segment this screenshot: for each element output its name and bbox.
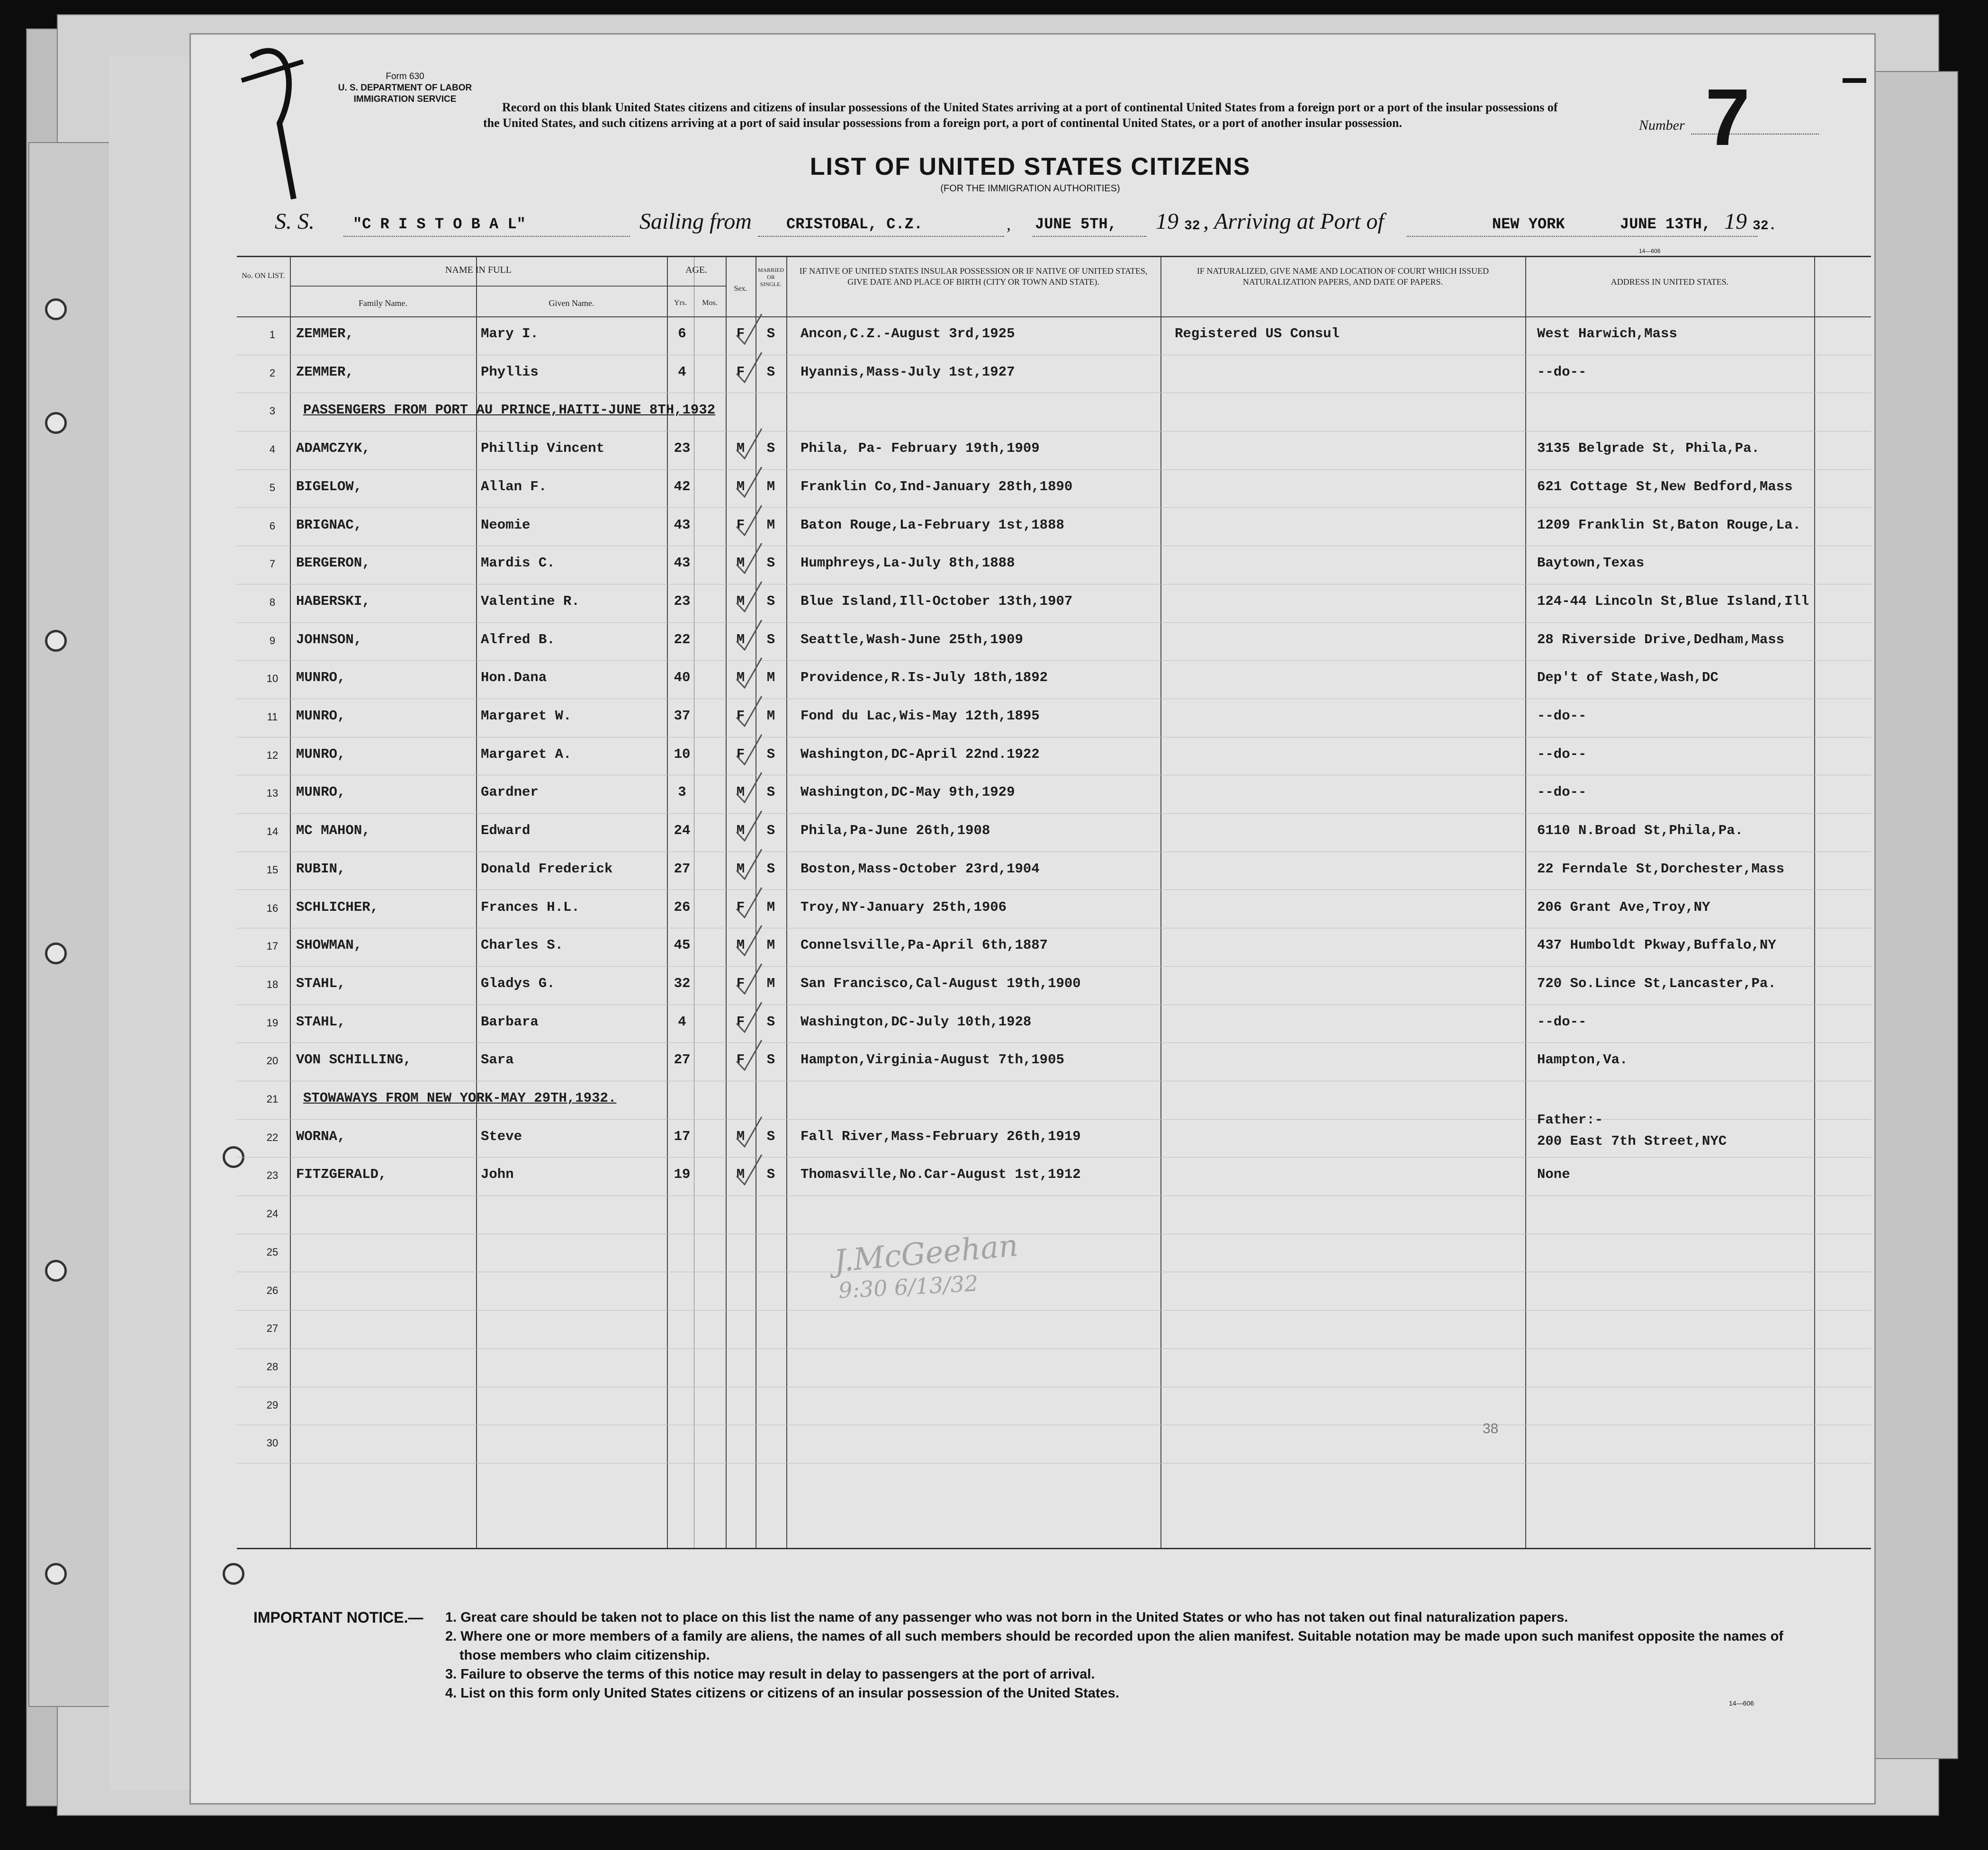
cell-ms: M (766, 975, 775, 991)
table-row (237, 393, 1871, 431)
cell-ms: S (766, 631, 775, 647)
cell-family: FITZGERALD, (296, 1167, 387, 1183)
notice-item: 1. Great care should be taken not to place on this list the name of any passenger who was not born in the United States or who has not taken out final naturalization papers. (445, 1610, 1568, 1625)
header-years: Yrs. (674, 299, 687, 307)
cell-addr: West Harwich,Mass (1537, 326, 1677, 341)
cell-birth: Seattle,Wash-June 25th,1909 (801, 631, 1023, 647)
table-row (237, 852, 1871, 890)
table-row (237, 1234, 1871, 1273)
arriving-label: , Arriving at Port of (1203, 209, 1384, 234)
cell-sex: F (736, 708, 745, 724)
cell-given: Sara (481, 1052, 514, 1068)
table-row (237, 775, 1871, 814)
row-number: 21 (266, 1093, 279, 1105)
cell-family: SCHLICHER, (296, 899, 379, 915)
cell-birth: Troy,NY-January 25th,1906 (801, 899, 1007, 915)
header-address: ADDRESS IN UNITED STATES. (1610, 277, 1729, 287)
cell-family: WORNA, (296, 1128, 346, 1144)
printer-code: 14—606 (1639, 248, 1661, 254)
cell-given: Gladys G. (481, 975, 555, 991)
check-mark-icon (734, 1114, 763, 1148)
cell-given: Frances H.L. (481, 899, 580, 915)
header-sex: Sex. (734, 285, 747, 293)
row-number: 8 (269, 596, 276, 608)
cell-ms: S (766, 1167, 775, 1183)
row-number: 1 (269, 329, 276, 341)
cell-given: Phyllis (481, 364, 539, 380)
check-mark-icon (734, 503, 763, 536)
handwritten-mark-icon (1790, 62, 1933, 185)
cell-family: MUNRO, (296, 746, 346, 762)
signature-image: 9:30 6/13/32 (837, 1270, 979, 1303)
cell-sex: F (736, 975, 745, 991)
cell-age: 6 (678, 326, 686, 341)
form-code: 14—606 (1729, 1699, 1754, 1707)
row-number: 10 (266, 673, 279, 685)
cell-family: BERGERON, (296, 555, 370, 571)
cell-addr-prefix: Father:- (1537, 1112, 1603, 1128)
cell-given: Margaret A. (481, 746, 572, 762)
row-number: 5 (269, 481, 276, 494)
check-mark-icon (734, 961, 763, 995)
header-no-on-list: No. ON LIST. (242, 272, 285, 280)
cell-age: 43 (674, 517, 691, 533)
cell-birth: Phila,Pa-June 26th,1908 (801, 823, 990, 839)
cell-ms: S (766, 823, 775, 839)
cell-addr: 124-44 Lincoln St,Blue Island,Ill (1537, 593, 1809, 609)
cell-family: BRIGNAC, (296, 517, 362, 533)
punch-hole-icon (45, 943, 67, 964)
cell-birth: Washington,DC-May 9th,1929 (801, 784, 1015, 800)
cell-given: Charles S. (481, 937, 564, 953)
notice-item: 4. List on this form only United States citizens or citizens of an insular possession of the United States. (445, 1686, 1119, 1701)
cell-given: Donald Frederick (481, 861, 613, 877)
arrival-date: JUNE 13TH, (1620, 216, 1711, 233)
list-number: 7 (1705, 72, 1750, 162)
cell-birth: Baton Rouge,La-February 1st,1888 (801, 517, 1064, 533)
cell-family: BIGELOW, (296, 478, 362, 494)
arrival-port: NEW YORK (1492, 216, 1565, 233)
cell-age: 42 (674, 478, 691, 494)
table-row (237, 1310, 1871, 1349)
table-row (237, 890, 1871, 929)
cell-birth: Fond du Lac,Wis-May 12th,1895 (801, 708, 1040, 724)
cell-given: Alfred B. (481, 631, 555, 647)
check-mark-icon (734, 579, 763, 612)
cell-birth: Washington,DC-April 22nd.1922 (801, 746, 1040, 762)
check-mark-icon (734, 923, 763, 956)
cell-sex: M (736, 555, 745, 571)
punch-hole-icon (45, 412, 67, 434)
row-number: 25 (266, 1246, 279, 1258)
cell-birth: Franklin Co,Ind-January 28th,1890 (801, 478, 1073, 494)
arrival-year: 32. (1753, 219, 1777, 233)
sailing-date: JUNE 5TH, (1035, 216, 1117, 233)
form-number: Form 630 (386, 72, 424, 81)
cell-ms: S (766, 861, 775, 877)
header-given-name: Given Name. (549, 298, 594, 308)
punch-hole-icon (45, 630, 67, 652)
row-number: 7 (269, 558, 276, 570)
punch-hole-icon (45, 298, 67, 320)
dotted-rule (758, 236, 1004, 237)
cell-addr: 28 Riverside Drive,Dedham,Mass (1537, 631, 1785, 647)
cell-ms: S (766, 784, 775, 800)
department-name: U. S. DEPARTMENT OF LABOR (338, 83, 472, 93)
cell-sex: M (736, 631, 745, 647)
cell-given: Phillip Vincent (481, 440, 605, 457)
cell-addr: 437 Humboldt Pkway,Buffalo,NY (1537, 937, 1776, 953)
dotted-rule (1033, 236, 1146, 237)
cell-family: HABERSKI, (296, 593, 370, 609)
check-mark-icon (734, 694, 763, 727)
cell-birth: Fall River,Mass-February 26th,1919 (801, 1128, 1081, 1144)
check-mark-icon (734, 350, 763, 383)
cell-given: Edward (481, 823, 531, 839)
form-instructions: Record on this blank United States citizens and citizens of insular possessions of the United States arriving at a port of continental United States from a foreign port or a port of the insular possessions of the United States, and such citizens arriving at a port of said insular possessions from a foreign port, a port of continental United States, or a port of another insular possession. (483, 100, 1558, 130)
cell-addr: 3135 Belgrade St, Phila,Pa. (1537, 440, 1760, 457)
row-number: 22 (266, 1131, 279, 1143)
cell-age: 23 (674, 440, 691, 457)
table-row (237, 1005, 1871, 1043)
cell-ms: M (766, 937, 775, 953)
cell-family: ZEMMER, (296, 326, 354, 341)
cell-family: SHOWMAN, (296, 937, 362, 953)
dotted-rule (343, 236, 630, 237)
header-birth: IF NATIVE OF UNITED STATES INSULAR POSSESSION OR IF NATIVE OF UNITED STATES, GIVE DATE AND PLACE OF BIRTH (CITY OR TOWN AND STATE). (799, 266, 1148, 287)
cell-ms: S (766, 364, 775, 380)
table-row (237, 737, 1871, 776)
check-mark-icon (734, 656, 763, 689)
cell-ms: S (766, 1052, 775, 1068)
cell-nat: Registered US Consul (1175, 326, 1340, 341)
cell-sex: F (736, 1052, 745, 1068)
cell-age: 19 (674, 1167, 691, 1183)
cell-addr: Dep't of State,Wash,DC (1537, 670, 1718, 686)
row-number: 18 (266, 978, 279, 990)
cell-age: 4 (678, 364, 686, 380)
cell-addr: --do-- (1537, 1014, 1587, 1030)
cell-ms: S (766, 593, 775, 609)
cell-birth: Connelsville,Pa-April 6th,1887 (801, 937, 1048, 953)
table-row (237, 1157, 1871, 1196)
row-number: 26 (266, 1284, 279, 1296)
page-subtitle: (FOR THE IMMIGRATION AUTHORITIES) (940, 183, 1120, 194)
cell-birth: Washington,DC-July 10th,1928 (801, 1014, 1032, 1030)
form-identity-block (332, 71, 478, 105)
row-number: 28 (266, 1360, 279, 1373)
cell-sex: M (736, 784, 745, 800)
cell-age: 4 (678, 1014, 686, 1030)
cell-ms: M (766, 478, 775, 494)
cell-birth: San Francisco,Cal-August 19th,1900 (801, 975, 1081, 991)
cell-age: 22 (674, 631, 691, 647)
cell-addr: None (1537, 1167, 1570, 1183)
row-number: 27 (266, 1322, 279, 1335)
ship-prefix: S. S. (275, 209, 315, 234)
cell-sex: M (736, 440, 745, 457)
cell-birth: Blue Island,Ill-October 13th,1907 (801, 593, 1073, 609)
check-mark-icon (734, 465, 763, 498)
cell-given: Gardner (481, 784, 539, 800)
cell-addr: 6110 N.Broad St,Phila,Pa. (1537, 823, 1744, 839)
cell-age: 3 (678, 784, 686, 800)
cell-ms: M (766, 670, 775, 686)
cell-addr: --do-- (1537, 746, 1587, 762)
check-mark-icon (734, 618, 763, 651)
notice-label: IMPORTANT NOTICE.— (253, 1609, 423, 1626)
table-row (237, 1425, 1871, 1464)
arrival-year-prefix: 19 (1724, 209, 1747, 234)
cell-family: RUBIN, (296, 861, 346, 877)
row-number: 4 (269, 443, 276, 456)
table-row (237, 622, 1871, 661)
cell-family: ZEMMER, (296, 364, 354, 380)
page-title: LIST OF UNITED STATES CITIZENS (810, 153, 1251, 180)
table-row (237, 1081, 1871, 1120)
check-mark-icon (734, 770, 763, 803)
table-row (237, 928, 1871, 967)
cell-addr: --do-- (1537, 708, 1587, 724)
cell-family: MC MAHON, (296, 823, 370, 839)
table-row (237, 1272, 1871, 1311)
cell-birth: Providence,R.Is-July 18th,1892 (801, 670, 1048, 686)
cell-family: MUNRO, (296, 784, 346, 800)
check-mark-icon (734, 1000, 763, 1033)
notice-item: 2. Where one or more members of a family are aliens, the names of all such members should be recorded upon the alien manifest. Suitable notation may be made upon such manifest opposite the names of those members who claim citizenship. (445, 1629, 1783, 1663)
row-number: 19 (266, 1016, 279, 1029)
row-number: 14 (266, 826, 279, 838)
header-months: Mos. (702, 299, 718, 307)
cell-ms: S (766, 326, 775, 341)
service-name: IMMIGRATION SERVICE (353, 94, 457, 104)
cell-given: John (481, 1167, 514, 1183)
cell-ms: S (766, 1014, 775, 1030)
row-number: 3 (269, 405, 276, 417)
table-row (237, 431, 1871, 470)
cell-ms: M (766, 517, 775, 533)
cell-given: Hon.Dana (481, 670, 547, 686)
header-age: AGE. (685, 265, 708, 275)
cell-given: Barbara (481, 1014, 539, 1030)
cell-sex: M (736, 478, 745, 494)
number-label: Number (1639, 117, 1685, 133)
binding-margin (109, 57, 200, 1790)
row-number: 16 (266, 902, 279, 914)
cell-addr: 206 Grant Ave,Troy,NY (1537, 899, 1710, 915)
cell-birth: Hyannis,Mass-July 1st,1927 (801, 364, 1015, 380)
table-row (237, 1348, 1871, 1387)
cell-sex: F (736, 364, 745, 380)
cell-sex: M (736, 1167, 745, 1183)
cell-sex: F (736, 746, 745, 762)
dotted-rule (1407, 236, 1757, 237)
cell-birth: Thomasville,No.Car-August 1st,1912 (801, 1167, 1081, 1183)
cell-sex: M (736, 1128, 745, 1144)
cell-age: 27 (674, 1052, 691, 1068)
row-number: 24 (266, 1208, 279, 1220)
cell-addr: --do-- (1537, 784, 1587, 800)
table-row (237, 660, 1871, 699)
row-number: 20 (266, 1055, 279, 1067)
cell-addr: 1209 Franklin St,Baton Rouge,La. (1537, 517, 1801, 533)
table-row (237, 584, 1871, 623)
row-number: 11 (267, 711, 278, 723)
cell-birth: Ancon,C.Z.-August 3rd,1925 (801, 326, 1015, 341)
row-number: 9 (269, 634, 276, 647)
table-row (237, 1387, 1871, 1426)
handwritten-mark-icon (223, 28, 317, 208)
check-mark-icon (734, 1152, 763, 1185)
cell-given: Mary I. (481, 326, 539, 341)
check-mark-icon (734, 541, 763, 574)
sailing-from-port: CRISTOBAL, C.Z. (786, 216, 923, 233)
table-row (237, 1042, 1871, 1081)
check-mark-icon (734, 847, 763, 880)
sailing-from-label: Sailing from (639, 209, 752, 234)
cell-ms: S (766, 1128, 775, 1144)
notice-item: 3. Failure to observe the terms of this notice may result in delay to passengers at the port of arrival. (445, 1667, 1095, 1682)
cell-age: 24 (674, 823, 691, 839)
check-mark-icon (734, 808, 763, 842)
check-mark-icon (734, 885, 763, 918)
cell-age: 32 (674, 975, 691, 991)
cell-age: 10 (674, 746, 691, 762)
cell-age: 37 (674, 708, 691, 724)
row-number: 29 (266, 1399, 279, 1411)
cell-family: ADAMCZYK, (296, 440, 370, 457)
cell-family: MUNRO, (296, 670, 346, 686)
row-number: 13 (266, 787, 279, 799)
row-number: 15 (266, 863, 279, 876)
cell-addr: Baytown,Texas (1537, 555, 1645, 571)
cell-ms: M (766, 708, 775, 724)
cell-family: STAHL, (296, 975, 346, 991)
ship-name: "C R I S T O B A L" (353, 216, 526, 233)
cell-addr: Hampton,Va. (1537, 1052, 1628, 1068)
table-row (237, 966, 1871, 1005)
cell-sex: F (736, 517, 745, 533)
cell-age: 45 (674, 937, 691, 953)
check-mark-icon (734, 426, 763, 459)
margin-annotation: 38 (1483, 1421, 1499, 1437)
cell-addr: --do-- (1537, 364, 1587, 380)
table-row (237, 699, 1871, 737)
cell-birth: Phila, Pa- February 19th,1909 (801, 440, 1040, 457)
cell-age: 43 (674, 555, 691, 571)
check-mark-icon (734, 1038, 763, 1071)
row-number: 2 (269, 367, 276, 379)
cell-sex: M (736, 937, 745, 953)
cell-addr: 720 So.Lince St,Lancaster,Pa. (1537, 975, 1776, 991)
table-row (237, 355, 1871, 394)
signature-image: J.McGeehan (832, 1228, 1020, 1279)
row-number: 6 (269, 520, 276, 532)
punch-hole-icon (45, 1260, 67, 1282)
cell-given: Valentine R. (481, 593, 580, 609)
cell-ms: S (766, 440, 775, 457)
cell-family: JOHNSON, (296, 631, 362, 647)
table-row (237, 316, 1871, 355)
cell-age: 40 (674, 670, 691, 686)
row-number: 12 (266, 749, 279, 761)
header-married-single: MARRIED OR SINGLE. (757, 267, 784, 287)
cell-sex: F (736, 326, 745, 341)
header-name-in-full: NAME IN FULL (445, 265, 512, 275)
row-number: 17 (266, 940, 279, 952)
row-number: 23 (266, 1169, 279, 1182)
cell-birth: Hampton,Virginia-August 7th,1905 (801, 1052, 1064, 1068)
sailing-year: 32 (1184, 219, 1200, 233)
cell-ms: M (766, 899, 775, 915)
cell-family: VON SCHILLING, (296, 1052, 412, 1068)
table-row (237, 813, 1871, 852)
section-note: PASSENGERS FROM PORT AU PRINCE,HAITI-JUNE 8TH,1932 (303, 402, 716, 418)
table-body (237, 316, 1871, 1548)
header-naturalization: IF NATURALIZED, GIVE NAME AND LOCATION OF COURT WHICH ISSUED NATURALIZATION PAPERS, AND DATE OF PAPERS. (1196, 266, 1489, 287)
table-row (237, 469, 1871, 508)
table-row (237, 1195, 1871, 1234)
cell-ms: S (766, 746, 775, 762)
table-row (237, 546, 1871, 584)
cell-sex: M (736, 823, 745, 839)
section-note: STOWAWAYS FROM NEW YORK-MAY 29TH,1932. (303, 1090, 617, 1106)
cell-given: Steve (481, 1128, 522, 1144)
cell-addr: 621 Cottage St,New Bedford,Mass (1537, 478, 1793, 494)
cell-birth: Humphreys,La-July 8th,1888 (801, 555, 1015, 571)
row-number: 30 (266, 1437, 279, 1449)
cell-age: 27 (674, 861, 691, 877)
cell-age: 17 (674, 1128, 691, 1144)
cell-age: 26 (674, 899, 691, 915)
cell-sex: F (736, 899, 745, 915)
header-family-name: Family Name. (359, 298, 407, 308)
cell-given: Allan F. (481, 478, 547, 494)
table-row (237, 508, 1871, 547)
cell-sex: M (736, 593, 745, 609)
cell-given: Mardis C. (481, 555, 555, 571)
check-mark-icon (734, 732, 763, 765)
cell-given: Neomie (481, 517, 531, 533)
table-row (237, 1112, 1871, 1158)
cell-sex: M (736, 861, 745, 877)
cell-family: STAHL, (296, 1014, 346, 1030)
punch-hole-icon (223, 1563, 244, 1585)
cell-addr: 200 East 7th Street,NYC (1537, 1133, 1727, 1149)
cell-ms: S (766, 555, 775, 571)
cell-age: 23 (674, 593, 691, 609)
passenger-table (237, 256, 1871, 1549)
cell-sex: F (736, 1014, 745, 1030)
cell-addr: 22 Ferndale St,Dorchester,Mass (1537, 861, 1785, 877)
cell-birth: Boston,Mass-October 23rd,1904 (801, 861, 1040, 877)
check-mark-icon (734, 312, 763, 345)
cell-sex: M (736, 670, 745, 686)
cell-family: MUNRO, (296, 708, 346, 724)
cell-given: Margaret W. (481, 708, 572, 724)
punch-hole-icon (45, 1563, 67, 1585)
sailing-year-prefix: 19 (1156, 209, 1178, 234)
